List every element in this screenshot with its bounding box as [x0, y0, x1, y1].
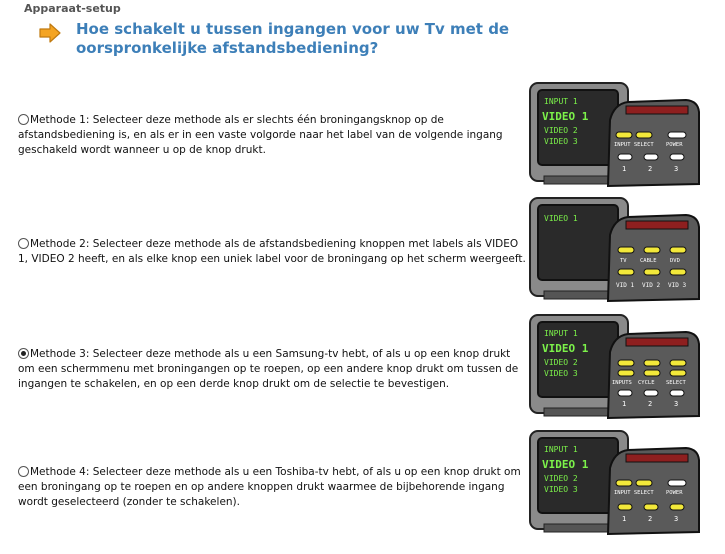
m4-remote-num-2: 2 [648, 515, 653, 523]
m1-remote-num-3: 3 [674, 165, 679, 173]
m4-screen-line-1: INPUT 1 [544, 445, 578, 454]
m2-remote-label-2: CABLE [640, 258, 657, 264]
m2-remote-num-3: VID 3 [668, 282, 687, 289]
m1-remote-label-2: POWER [666, 142, 683, 148]
m4-remote-num-1: 1 [622, 515, 627, 523]
m3-remote-num-1: 1 [622, 400, 627, 408]
method-3-radio[interactable] [18, 348, 29, 359]
method-4-label: Methode 4: Selecteer deze methode als u een Toshiba-tv hebt, of als u op een knop drukt om een broningang op te roepen en op andere knoppen drukt waarmee de bijbehorende ingang wordt geselecteerd (zonder te schakelen). [18, 466, 521, 508]
m2-remote-num-1: VID 1 [616, 282, 635, 289]
method-1-illustration [528, 80, 713, 188]
method-2-label: Methode 2: Selecteer deze methode als de afstandsbediening knoppen met labels als VIDEO 1, VIDEO 2 heeft, en als elke knop een uniek label voor de broningang op het scherm weergeeft. [18, 238, 526, 265]
m1-screen-line-4: VIDEO 3 [544, 137, 578, 146]
m1-screen-line-2: VIDEO 1 [542, 110, 589, 123]
method-1-label: Methode 1: Selecteer deze methode als er slechts één broningangsknop op de afstandsbediening is, en als er in een vaste volgorde naar het label van de volgende ingang geschakeld wordt wanneer u op de knop drukt. [18, 114, 503, 156]
method-2-option[interactable] [18, 237, 528, 267]
m1-screen-line-1: INPUT 1 [544, 97, 578, 106]
m3-screen-line-4: VIDEO 3 [544, 369, 578, 378]
method-2-radio[interactable] [18, 238, 29, 249]
method-1-option[interactable] [18, 113, 528, 158]
m3-remote-num-2: 2 [648, 400, 653, 408]
m1-remote-label-1: INPUT SELECT [614, 142, 654, 148]
method-4-radio[interactable] [18, 466, 29, 477]
m4-remote-label-2: POWER [666, 490, 683, 496]
m3-remote-num-3: 3 [674, 400, 679, 408]
m3-screen-line-1: INPUT 1 [544, 329, 578, 338]
arrow-right-icon [38, 22, 62, 44]
m2-remote-label-3: DVD [670, 258, 680, 264]
m3-remote-label-3: SELECT [666, 380, 686, 386]
page-header-title: Apparaat-setup [24, 2, 121, 15]
method-4-illustration [528, 428, 713, 536]
m4-screen-line-3: VIDEO 2 [544, 474, 578, 483]
m1-screen-line-3: VIDEO 2 [544, 126, 578, 135]
m3-screen-line-2: VIDEO 1 [542, 342, 589, 355]
m4-screen-line-2: VIDEO 1 [542, 458, 589, 471]
m2-remote-label-1: TV [620, 258, 627, 264]
method-3-option[interactable] [18, 347, 528, 392]
method-4-option[interactable] [18, 465, 528, 510]
setup-question: Hoe schakelt u tussen ingangen voor uw Tv met de oorspronkelijke afstandsbediening? [76, 20, 510, 57]
m3-remote-label-1: INPUTS [612, 380, 632, 386]
m4-remote-label-1: INPUT SELECT [614, 490, 654, 496]
m1-remote-num-2: 2 [648, 165, 653, 173]
method-1-radio[interactable] [18, 114, 29, 125]
method-3-illustration [528, 312, 713, 420]
m4-screen-line-4: VIDEO 3 [544, 485, 578, 494]
m2-remote-num-2: VID 2 [642, 282, 661, 289]
m2-screen-line-1: VIDEO 1 [544, 214, 578, 223]
m4-remote-num-3: 3 [674, 515, 679, 523]
m3-screen-line-3: VIDEO 2 [544, 358, 578, 367]
m1-remote-num-1: 1 [622, 165, 627, 173]
method-2-illustration [528, 195, 713, 303]
method-3-label: Methode 3: Selecteer deze methode als u een Samsung-tv hebt, of als u op een knop drukt om een schermmenu met broningangen op te roepen, op een andere knop drukt om tussen de ingangen te schakelen, en op een derde knop drukt om de selectie te bevestigen. [18, 348, 519, 390]
m3-remote-label-2: CYCLE [638, 380, 655, 386]
